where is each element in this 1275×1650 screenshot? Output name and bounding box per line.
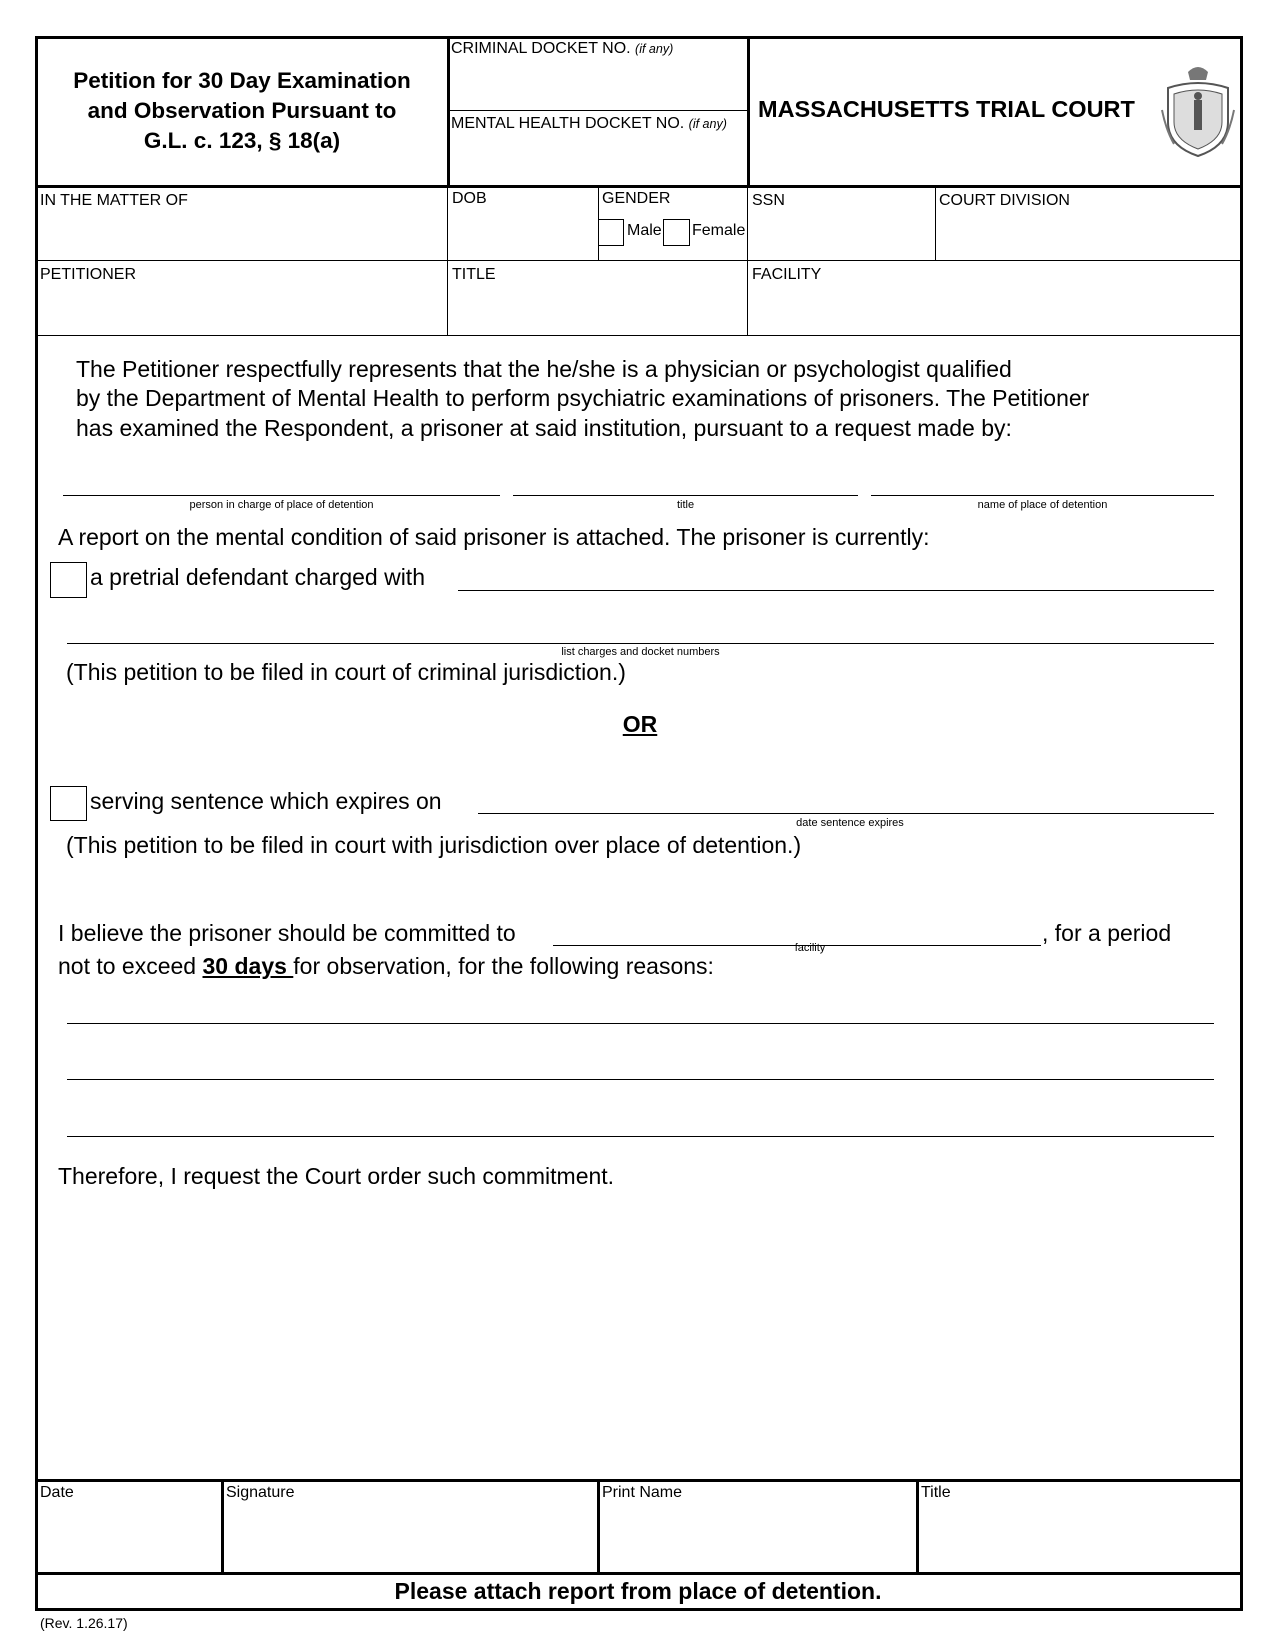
- form-title: Petition for 30 Day Examination and Observation Pursuant to G.L. c. 123, § 18(a): [73, 68, 411, 153]
- believe-sentence-start: I believe the prisoner should be committed to: [58, 920, 516, 946]
- sentence-expiry-caption: date sentence expires: [796, 817, 904, 829]
- pretrial-checkbox[interactable]: [50, 562, 87, 598]
- thirty-days-emphasis: 30 days: [202, 953, 294, 979]
- court-name: MASSACHUSETTS TRIAL COURT: [758, 96, 1135, 122]
- revision-label: (Rev. 1.26.17): [40, 1615, 128, 1631]
- divider: [36, 335, 1242, 336]
- divider: [597, 1480, 600, 1573]
- mental-health-docket-label: MENTAL HEALTH DOCKET NO. (if any): [451, 115, 727, 132]
- pretrial-label: a pretrial defendant charged with: [90, 564, 425, 590]
- divider: [36, 1572, 1242, 1575]
- place-of-detention-field[interactable]: [871, 495, 1214, 496]
- divider: [448, 110, 748, 111]
- criminal-jurisdiction-note: (This petition to be filed in court of criminal jurisdiction.): [66, 659, 626, 685]
- title-label: TITLE: [452, 266, 496, 283]
- charges-field[interactable]: [458, 590, 1214, 591]
- divider: [916, 1480, 919, 1573]
- place-of-detention-caption: name of place of detention: [977, 499, 1108, 511]
- believe-sentence-end: , for a period: [1042, 920, 1172, 946]
- serving-sentence-label: serving sentence which expires on: [90, 788, 442, 814]
- signature-label: Signature: [226, 1484, 295, 1501]
- detention-jurisdiction-note: (This petition to be filed in court with jurisdiction over place of detention.): [66, 832, 802, 858]
- requester-title-caption: title: [676, 499, 695, 511]
- divider: [36, 1479, 1242, 1482]
- ssn-label: SSN: [752, 192, 785, 209]
- divider: [747, 37, 750, 187]
- exceed-sentence: not to exceed 30 days for observation, for the following reasons:: [58, 953, 714, 979]
- sentence-expiry-field[interactable]: [478, 813, 1214, 814]
- body-paragraph-line-3: has examined the Respondent, a prisoner at said institution, pursuant to a request made by:: [76, 415, 1012, 441]
- date-label: Date: [40, 1484, 74, 1501]
- facility-caption: facility: [794, 942, 826, 954]
- female-label: Female: [692, 222, 746, 239]
- charges-caption: list charges and docket numbers: [561, 646, 720, 658]
- serving-sentence-checkbox[interactable]: [50, 786, 87, 821]
- dob-label: DOB: [452, 190, 487, 207]
- male-label: Male: [627, 222, 662, 239]
- petitioner-label: PETITIONER: [40, 266, 137, 283]
- criminal-docket-label: CRIMINAL DOCKET NO. (if any): [451, 40, 674, 57]
- reason-line-3[interactable]: [67, 1136, 1214, 1137]
- facility-label: FACILITY: [752, 266, 822, 283]
- form-frame: [35, 36, 1243, 1611]
- in-the-matter-of-label: IN THE MATTER OF: [40, 192, 188, 209]
- male-checkbox[interactable]: [598, 219, 624, 246]
- divider: [36, 185, 1242, 188]
- divider: [447, 37, 450, 187]
- divider: [221, 1480, 224, 1573]
- person-in-charge-caption: person in charge of place of detention: [189, 499, 374, 511]
- person-in-charge-field[interactable]: [63, 495, 500, 496]
- court-division-label: COURT DIVISION: [939, 192, 1070, 209]
- divider: [935, 186, 936, 260]
- or-divider: OR: [622, 711, 658, 737]
- attach-report-note: Please attach report from place of detention.: [394, 1578, 882, 1604]
- body-paragraph-line-2: by the Department of Mental Health to perform psychiatric examinations of prisoners. The Petitioner: [76, 385, 1090, 411]
- reason-line-1[interactable]: [67, 1023, 1214, 1024]
- female-checkbox[interactable]: [663, 219, 690, 246]
- massachusetts-seal-icon: [1160, 60, 1236, 160]
- divider: [447, 186, 448, 336]
- signature-title-label: Title: [921, 1484, 951, 1501]
- body-paragraph-line-1: The Petitioner respectfully represents that the he/she is a physician or psychologist qualified: [76, 356, 1012, 382]
- divider: [747, 186, 748, 336]
- reason-line-2[interactable]: [67, 1079, 1214, 1080]
- requester-title-field[interactable]: [513, 495, 858, 496]
- print-name-label: Print Name: [602, 1484, 683, 1501]
- report-sentence: A report on the mental condition of said prisoner is attached. The prisoner is currently:: [58, 524, 930, 550]
- gender-label: GENDER: [602, 190, 671, 207]
- charges-continuation-field[interactable]: [67, 643, 1214, 644]
- therefore-sentence: Therefore, I request the Court order such commitment.: [58, 1163, 615, 1189]
- divider: [36, 260, 1242, 261]
